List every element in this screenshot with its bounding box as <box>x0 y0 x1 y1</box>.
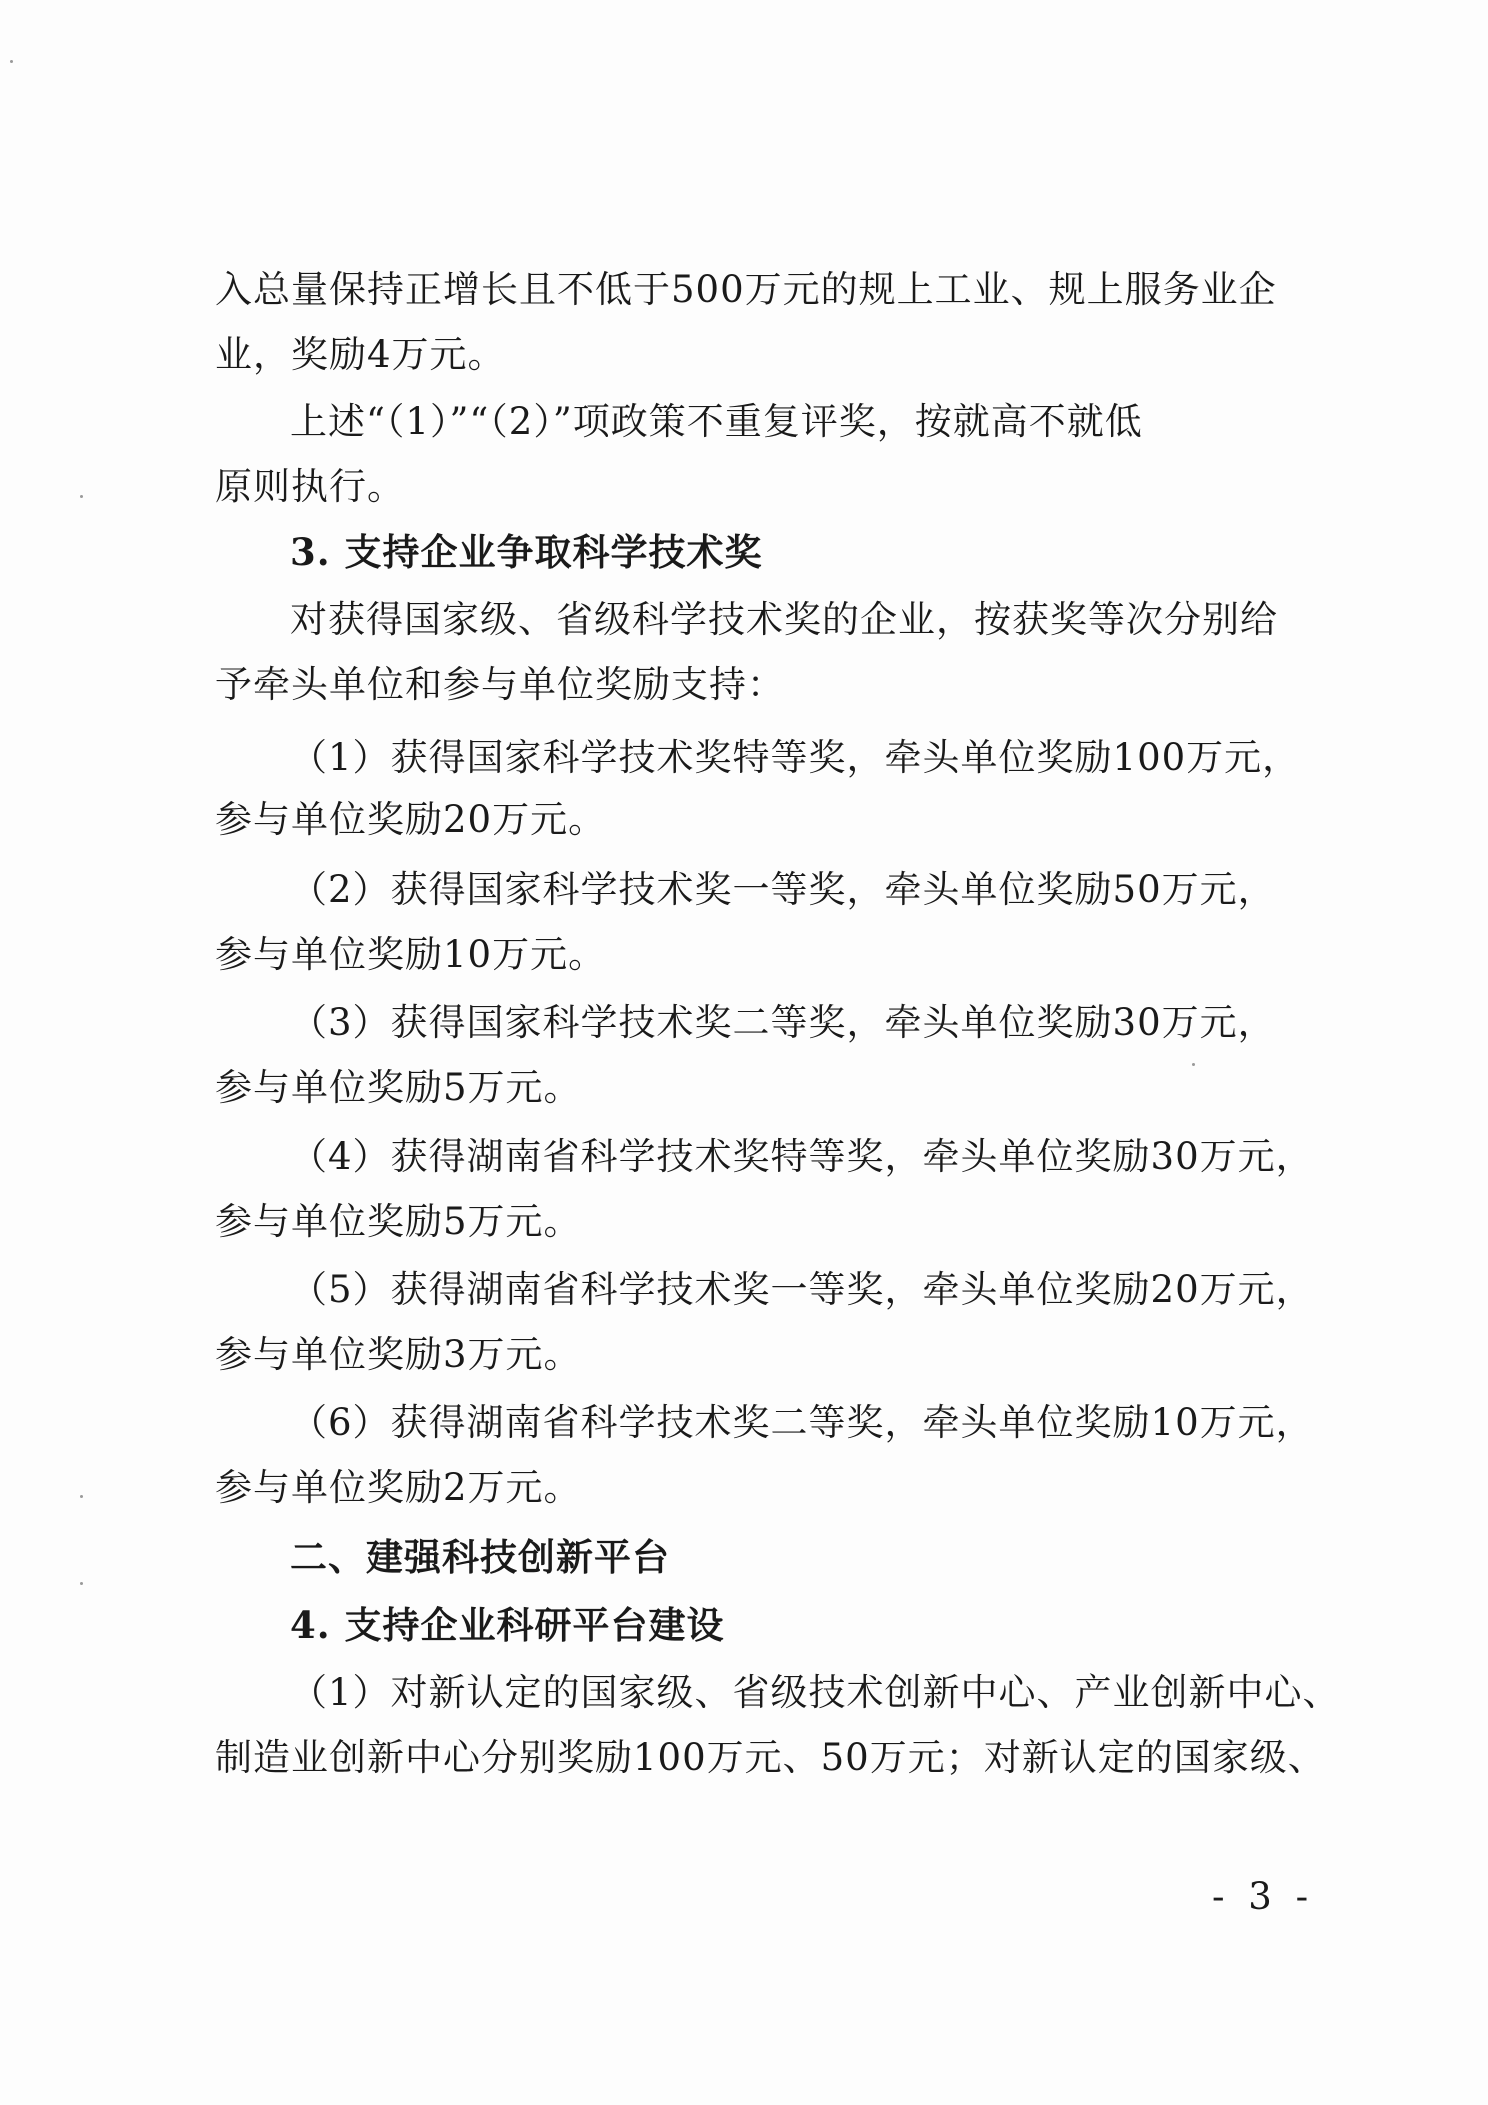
body-text-line: 业，奖励4万元。 <box>215 333 506 376</box>
body-text-line: 原则执行。 <box>215 465 405 508</box>
scan-speck <box>80 495 83 498</box>
body-text-line: 上述“（1）”“（2）”项政策不重复评奖，按就高不就低 <box>290 400 1143 443</box>
section-heading-4: 4. 支持企业科研平台建设 <box>290 1603 725 1647</box>
section-heading-3: 3. 支持企业争取科学技术奖 <box>290 530 763 574</box>
list-item-4: （4）获得湖南省科学技术奖特等奖，牵头单位奖励30万元， <box>290 1135 1314 1178</box>
list-item-2: （2）获得国家科学技术奖一等奖，牵头单位奖励50万元， <box>290 868 1276 911</box>
body-text-line: 制造业创新中心分别奖励100万元、50万元；对新认定的国家级、 <box>215 1736 1326 1779</box>
list-item-3: （3）获得国家科学技术奖二等奖，牵头单位奖励30万元， <box>290 1001 1276 1044</box>
body-text-line: 对获得国家级、省级科学技术奖的企业，按获奖等次分别给 <box>290 598 1278 641</box>
body-text-line: 参与单位奖励3万元。 <box>215 1333 582 1376</box>
scan-speck <box>10 60 13 63</box>
scan-speck <box>80 1582 83 1585</box>
body-text-line: 参与单位奖励10万元。 <box>215 933 607 976</box>
body-text-line: 予牵头单位和参与单位奖励支持： <box>215 663 785 706</box>
body-text-line: （1）对新认定的国家级、省级技术创新中心、产业创新中心、 <box>290 1671 1341 1714</box>
list-item-6: （6）获得湖南省科学技术奖二等奖，牵头单位奖励10万元， <box>290 1401 1314 1444</box>
page-number: - 3 - <box>1212 1875 1315 1918</box>
scan-speck <box>1192 1063 1195 1066</box>
body-text-line: 参与单位奖励5万元。 <box>215 1066 582 1109</box>
body-text-line: 参与单位奖励20万元。 <box>215 798 607 841</box>
body-text-line: 入总量保持正增长且不低于500万元的规上工业、规上服务业企 <box>215 268 1277 311</box>
list-item-5: （5）获得湖南省科学技术奖一等奖，牵头单位奖励20万元， <box>290 1268 1314 1311</box>
body-text-line: 参与单位奖励2万元。 <box>215 1466 582 1509</box>
section-heading-2: 二、建强科技创新平台 <box>290 1536 670 1579</box>
body-text-line: 参与单位奖励5万元。 <box>215 1200 582 1243</box>
list-item-1: （1）获得国家科学技术奖特等奖，牵头单位奖励100万元， <box>290 736 1301 779</box>
scan-speck <box>80 1495 83 1498</box>
